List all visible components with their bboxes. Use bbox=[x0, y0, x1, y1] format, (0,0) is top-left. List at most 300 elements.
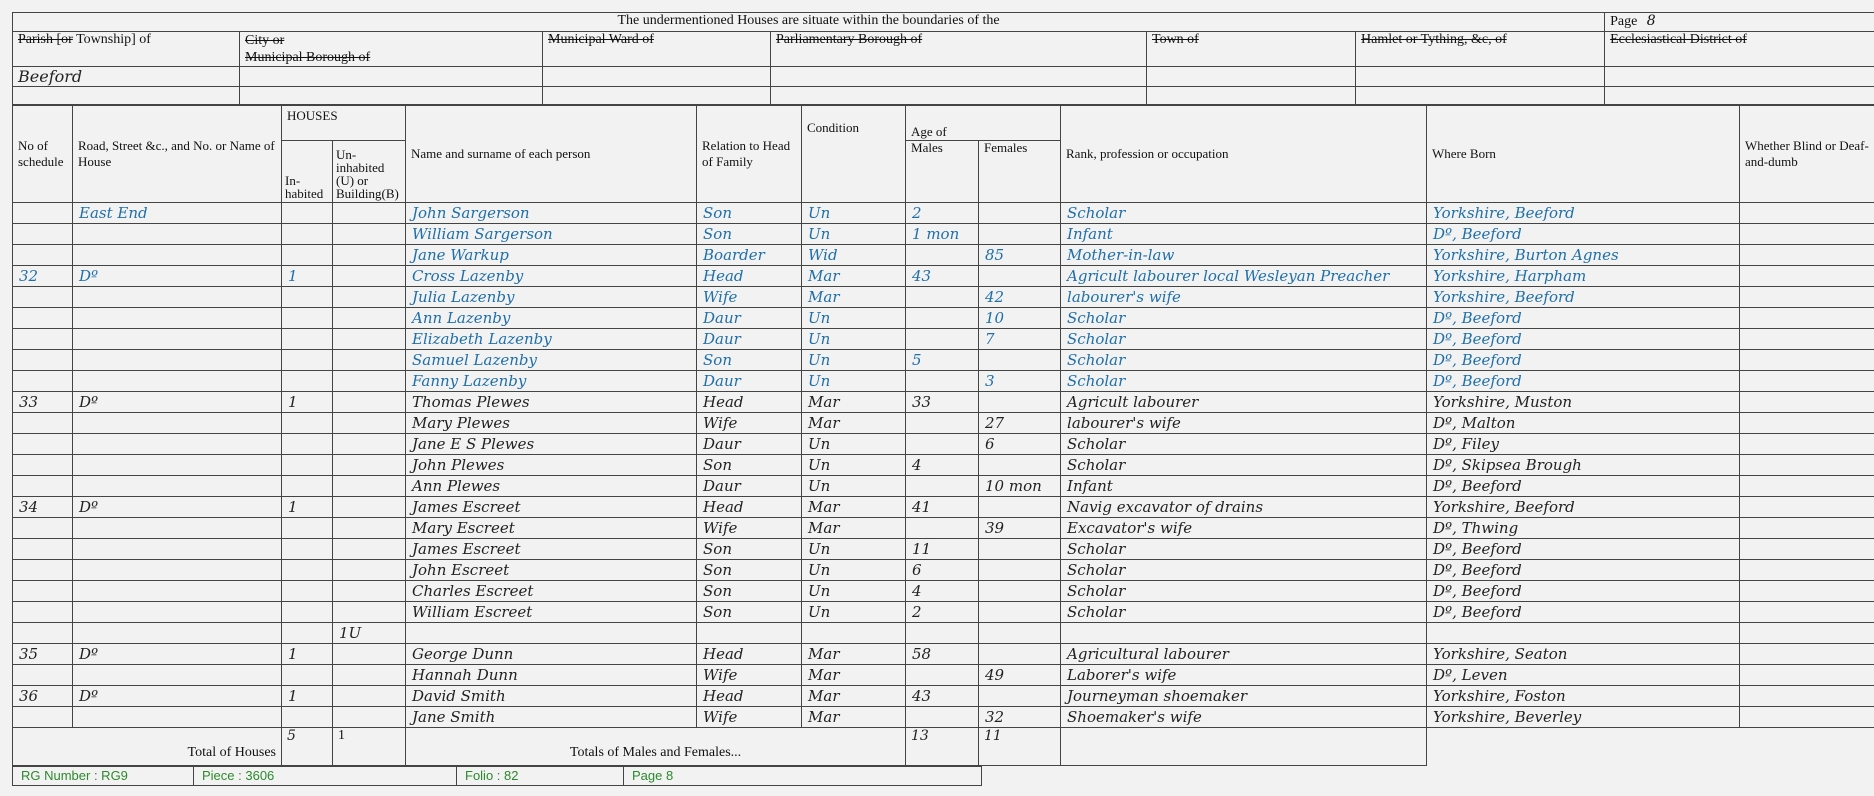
col-females: Females bbox=[979, 141, 1061, 203]
table-row bbox=[13, 245, 1874, 266]
row-condition: Mar bbox=[802, 686, 906, 707]
row-males: 2 bbox=[906, 203, 979, 224]
footer-rg: RG Number : RG9 bbox=[13, 767, 194, 785]
table-row bbox=[13, 686, 1874, 707]
table-row bbox=[13, 497, 1874, 518]
row-males bbox=[906, 329, 979, 350]
row-road bbox=[73, 455, 282, 476]
row-name: George Dunn bbox=[406, 644, 697, 665]
row-occupation: Scholar bbox=[1061, 560, 1427, 581]
row-females: 85 bbox=[979, 245, 1061, 266]
row-relation: Wife bbox=[697, 518, 802, 539]
row-schedule: 36 bbox=[13, 686, 73, 707]
row-road bbox=[73, 581, 282, 602]
row-males bbox=[906, 308, 979, 329]
row-where-born: Yorkshire, Beeford bbox=[1427, 203, 1740, 224]
table-row bbox=[13, 350, 1874, 371]
row-males bbox=[906, 245, 979, 266]
row-inhabited bbox=[282, 581, 333, 602]
row-name: Thomas Plewes bbox=[406, 392, 697, 413]
row-condition: Mar bbox=[802, 644, 906, 665]
row-name: Cross Lazenby bbox=[406, 266, 697, 287]
row-where-born: Dº, Beeford bbox=[1427, 308, 1740, 329]
row-females bbox=[979, 224, 1061, 245]
row-schedule bbox=[13, 602, 73, 623]
parish-field-label: Parish [or Township] of bbox=[13, 32, 240, 67]
row-where-born: Yorkshire, Beverley bbox=[1427, 707, 1740, 728]
row-uninhabited bbox=[333, 518, 406, 539]
row-road: Dº bbox=[73, 266, 282, 287]
city-field-label: City or Municipal Borough of bbox=[240, 32, 543, 67]
row-road bbox=[73, 602, 282, 623]
col-occupation: Rank, profession or occupation bbox=[1061, 106, 1427, 203]
col-males: Males bbox=[906, 141, 979, 203]
row-name: James Escreet bbox=[406, 539, 697, 560]
total-females: 11 bbox=[979, 728, 1061, 766]
row-relation: Daur bbox=[697, 371, 802, 392]
row-occupation: Agricultural labourer bbox=[1061, 644, 1427, 665]
total-males: 13 bbox=[906, 728, 979, 766]
row-blind bbox=[1740, 308, 1874, 329]
table-row bbox=[13, 434, 1874, 455]
row-occupation: Scholar bbox=[1061, 434, 1427, 455]
row-schedule bbox=[13, 203, 73, 224]
col-schedule: No of schedule bbox=[13, 106, 73, 203]
table-row bbox=[13, 602, 1874, 623]
row-name: Jane Warkup bbox=[406, 245, 697, 266]
row-inhabited: 1 bbox=[282, 686, 333, 707]
record-footer bbox=[12, 766, 982, 786]
row-inhabited bbox=[282, 560, 333, 581]
col-road: Road, Street &c., and No. or Name of House bbox=[73, 106, 282, 203]
row-females: 39 bbox=[979, 518, 1061, 539]
row-blind bbox=[1740, 623, 1874, 644]
row-occupation: Scholar bbox=[1061, 539, 1427, 560]
row-relation: Head bbox=[697, 266, 802, 287]
row-blind bbox=[1740, 581, 1874, 602]
row-road bbox=[73, 623, 282, 644]
row-occupation: Scholar bbox=[1061, 308, 1427, 329]
row-relation: Son bbox=[697, 560, 802, 581]
row-blind bbox=[1740, 476, 1874, 497]
row-name: Mary Plewes bbox=[406, 413, 697, 434]
row-uninhabited bbox=[333, 581, 406, 602]
row-schedule bbox=[13, 308, 73, 329]
row-name: Jane E S Plewes bbox=[406, 434, 697, 455]
row-blind bbox=[1740, 455, 1874, 476]
row-males: 1 mon bbox=[906, 224, 979, 245]
row-females bbox=[979, 203, 1061, 224]
row-road bbox=[73, 329, 282, 350]
eccl-district-field-label: Ecclesiastical District of bbox=[1605, 32, 1874, 67]
table-row bbox=[13, 644, 1874, 665]
row-condition: Un bbox=[802, 560, 906, 581]
row-blind bbox=[1740, 392, 1874, 413]
row-occupation: labourer's wife bbox=[1061, 413, 1427, 434]
row-blind bbox=[1740, 287, 1874, 308]
total-uninhabited: 1 bbox=[333, 728, 406, 766]
row-condition: Un bbox=[802, 371, 906, 392]
table-row bbox=[13, 392, 1874, 413]
table-row bbox=[13, 329, 1874, 350]
row-blind bbox=[1740, 413, 1874, 434]
row-uninhabited bbox=[333, 707, 406, 728]
row-females bbox=[979, 560, 1061, 581]
row-relation: Wife bbox=[697, 707, 802, 728]
col-name: Name and surname of each person bbox=[406, 106, 697, 203]
row-males bbox=[906, 665, 979, 686]
row-condition: Un bbox=[802, 581, 906, 602]
row-name: Hannah Dunn bbox=[406, 665, 697, 686]
total-inhabited: 5 bbox=[282, 728, 333, 766]
table-row bbox=[13, 665, 1874, 686]
row-relation: Daur bbox=[697, 329, 802, 350]
row-schedule bbox=[13, 455, 73, 476]
row-condition: Mar bbox=[802, 266, 906, 287]
row-schedule: 34 bbox=[13, 497, 73, 518]
row-inhabited bbox=[282, 602, 333, 623]
row-road: Dº bbox=[73, 392, 282, 413]
row-males: 58 bbox=[906, 644, 979, 665]
row-blind bbox=[1740, 245, 1874, 266]
row-schedule bbox=[13, 518, 73, 539]
row-blind bbox=[1740, 224, 1874, 245]
row-inhabited bbox=[282, 707, 333, 728]
row-relation: Head bbox=[697, 392, 802, 413]
row-name: Fanny Lazenby bbox=[406, 371, 697, 392]
row-condition: Un bbox=[802, 203, 906, 224]
row-road bbox=[73, 287, 282, 308]
row-road bbox=[73, 371, 282, 392]
row-inhabited bbox=[282, 413, 333, 434]
row-relation: Daur bbox=[697, 308, 802, 329]
row-where-born: Dº, Leven bbox=[1427, 665, 1740, 686]
census-page bbox=[12, 12, 1874, 766]
row-uninhabited bbox=[333, 266, 406, 287]
row-inhabited: 1 bbox=[282, 497, 333, 518]
row-uninhabited bbox=[333, 350, 406, 371]
parl-borough-field-label: Parliamentary Borough of bbox=[771, 32, 1147, 67]
row-uninhabited bbox=[333, 224, 406, 245]
boundaries-text: The undermentioned Houses are situate within the boundaries of the bbox=[13, 13, 1605, 32]
row-males bbox=[906, 518, 979, 539]
row-uninhabited bbox=[333, 308, 406, 329]
row-inhabited: 1 bbox=[282, 644, 333, 665]
row-blind bbox=[1740, 203, 1874, 224]
row-occupation: Scholar bbox=[1061, 329, 1427, 350]
row-uninhabited bbox=[333, 413, 406, 434]
row-relation: Son bbox=[697, 203, 802, 224]
row-inhabited bbox=[282, 476, 333, 497]
row-relation: Daur bbox=[697, 476, 802, 497]
col-relation: Relation to Head of Family bbox=[697, 106, 802, 203]
row-males: 2 bbox=[906, 602, 979, 623]
row-inhabited bbox=[282, 287, 333, 308]
row-inhabited bbox=[282, 245, 333, 266]
row-females: 6 bbox=[979, 434, 1061, 455]
row-inhabited bbox=[282, 455, 333, 476]
row-inhabited bbox=[282, 434, 333, 455]
footer-folio: Folio : 82 bbox=[457, 767, 624, 785]
col-age-of: Age of bbox=[906, 106, 1061, 141]
table-row bbox=[13, 371, 1874, 392]
row-name: Julia Lazenby bbox=[406, 287, 697, 308]
row-occupation: Agricult labourer local Wesleyan Preacher bbox=[1061, 266, 1427, 287]
row-where-born: Yorkshire, Beeford bbox=[1427, 287, 1740, 308]
table-row bbox=[13, 224, 1874, 245]
col-condition: Condition bbox=[802, 106, 906, 203]
row-blind bbox=[1740, 350, 1874, 371]
row-males: 5 bbox=[906, 350, 979, 371]
row-females: 49 bbox=[979, 665, 1061, 686]
row-uninhabited bbox=[333, 392, 406, 413]
row-schedule bbox=[13, 707, 73, 728]
row-schedule bbox=[13, 476, 73, 497]
row-where-born: Dº, Malton bbox=[1427, 413, 1740, 434]
row-where-born: Dº, Beeford bbox=[1427, 581, 1740, 602]
row-condition: Mar bbox=[802, 497, 906, 518]
row-condition: Wid bbox=[802, 245, 906, 266]
col-inhabited: In-habited bbox=[282, 141, 333, 203]
row-condition: Un bbox=[802, 224, 906, 245]
row-where-born: Dº, Beeford bbox=[1427, 371, 1740, 392]
row-inhabited bbox=[282, 539, 333, 560]
row-where-born: Dº, Beeford bbox=[1427, 560, 1740, 581]
row-where-born: Dº, Beeford bbox=[1427, 329, 1740, 350]
row-males bbox=[906, 413, 979, 434]
row-schedule bbox=[13, 539, 73, 560]
row-schedule bbox=[13, 287, 73, 308]
row-schedule bbox=[13, 371, 73, 392]
row-road bbox=[73, 665, 282, 686]
row-condition: Mar bbox=[802, 665, 906, 686]
row-relation: Son bbox=[697, 539, 802, 560]
table-row bbox=[13, 455, 1874, 476]
row-inhabited bbox=[282, 203, 333, 224]
row-where-born: Yorkshire, Burton Agnes bbox=[1427, 245, 1740, 266]
town-field-label: Town of bbox=[1147, 32, 1356, 67]
row-name: Mary Escreet bbox=[406, 518, 697, 539]
row-relation: Son bbox=[697, 350, 802, 371]
row-where-born: Dº, Beeford bbox=[1427, 476, 1740, 497]
row-occupation: Scholar bbox=[1061, 455, 1427, 476]
row-uninhabited: 1U bbox=[333, 623, 406, 644]
row-uninhabited bbox=[333, 602, 406, 623]
col-blind: Whether Blind or Deaf-and-dumb bbox=[1740, 106, 1874, 203]
row-relation: Son bbox=[697, 602, 802, 623]
row-road bbox=[73, 245, 282, 266]
row-inhabited: 1 bbox=[282, 392, 333, 413]
row-relation: Head bbox=[697, 644, 802, 665]
row-road bbox=[73, 434, 282, 455]
row-occupation: Mother-in-law bbox=[1061, 245, 1427, 266]
row-uninhabited bbox=[333, 455, 406, 476]
row-inhabited: 1 bbox=[282, 266, 333, 287]
row-schedule bbox=[13, 560, 73, 581]
row-inhabited bbox=[282, 623, 333, 644]
row-where-born bbox=[1427, 623, 1740, 644]
boundaries-header bbox=[12, 12, 1874, 105]
row-inhabited bbox=[282, 665, 333, 686]
row-occupation: Scholar bbox=[1061, 602, 1427, 623]
row-road bbox=[73, 539, 282, 560]
table-row bbox=[13, 203, 1874, 224]
row-schedule bbox=[13, 623, 73, 644]
col-houses: HOUSES bbox=[282, 106, 406, 141]
row-where-born: Yorkshire, Beeford bbox=[1427, 497, 1740, 518]
row-condition: Un bbox=[802, 602, 906, 623]
row-females: 10 mon bbox=[979, 476, 1061, 497]
row-males bbox=[906, 371, 979, 392]
table-row bbox=[13, 539, 1874, 560]
row-name: John Plewes bbox=[406, 455, 697, 476]
page-label: Page bbox=[1610, 14, 1638, 29]
row-occupation: Scholar bbox=[1061, 350, 1427, 371]
row-occupation: Navig excavator of drains bbox=[1061, 497, 1427, 518]
row-road bbox=[73, 413, 282, 434]
row-occupation: Journeyman shoemaker bbox=[1061, 686, 1427, 707]
row-occupation: Excavator's wife bbox=[1061, 518, 1427, 539]
row-blind bbox=[1740, 518, 1874, 539]
row-occupation: Agricult labourer bbox=[1061, 392, 1427, 413]
row-blind bbox=[1740, 497, 1874, 518]
row-uninhabited bbox=[333, 245, 406, 266]
row-females bbox=[979, 392, 1061, 413]
row-schedule bbox=[13, 224, 73, 245]
row-females bbox=[979, 686, 1061, 707]
row-where-born: Yorkshire, Muston bbox=[1427, 392, 1740, 413]
row-name: James Escreet bbox=[406, 497, 697, 518]
row-name: John Escreet bbox=[406, 560, 697, 581]
row-name: Ann Lazenby bbox=[406, 308, 697, 329]
row-females: 7 bbox=[979, 329, 1061, 350]
row-condition: Un bbox=[802, 455, 906, 476]
row-condition: Mar bbox=[802, 392, 906, 413]
row-condition: Mar bbox=[802, 413, 906, 434]
row-road bbox=[73, 350, 282, 371]
census-rows bbox=[13, 203, 1874, 728]
row-where-born: Yorkshire, Harpham bbox=[1427, 266, 1740, 287]
row-relation: Daur bbox=[697, 434, 802, 455]
table-row bbox=[13, 707, 1874, 728]
row-name: Charles Escreet bbox=[406, 581, 697, 602]
row-name: Samuel Lazenby bbox=[406, 350, 697, 371]
row-blind bbox=[1740, 665, 1874, 686]
row-inhabited bbox=[282, 308, 333, 329]
total-houses-label: Total of Houses bbox=[13, 728, 282, 766]
row-where-born: Dº, Skipsea Brough bbox=[1427, 455, 1740, 476]
row-schedule bbox=[13, 413, 73, 434]
row-occupation: labourer's wife bbox=[1061, 287, 1427, 308]
row-uninhabited bbox=[333, 371, 406, 392]
row-uninhabited bbox=[333, 665, 406, 686]
row-condition: Un bbox=[802, 350, 906, 371]
row-males: 43 bbox=[906, 686, 979, 707]
row-males bbox=[906, 287, 979, 308]
row-relation: Boarder bbox=[697, 245, 802, 266]
row-uninhabited bbox=[333, 329, 406, 350]
row-uninhabited bbox=[333, 644, 406, 665]
row-occupation: Infant bbox=[1061, 224, 1427, 245]
row-blind bbox=[1740, 602, 1874, 623]
row-males: 11 bbox=[906, 539, 979, 560]
row-females: 32 bbox=[979, 707, 1061, 728]
row-males bbox=[906, 623, 979, 644]
row-males: 41 bbox=[906, 497, 979, 518]
row-uninhabited bbox=[333, 497, 406, 518]
row-name: William Escreet bbox=[406, 602, 697, 623]
row-where-born: Yorkshire, Foston bbox=[1427, 686, 1740, 707]
footer-page: Page 8 bbox=[632, 768, 674, 783]
row-where-born: Dº, Thwing bbox=[1427, 518, 1740, 539]
row-name: Jane Smith bbox=[406, 707, 697, 728]
row-occupation: Scholar bbox=[1061, 581, 1427, 602]
table-row bbox=[13, 266, 1874, 287]
hamlet-field-label: Hamlet or Tything, &c, of bbox=[1356, 32, 1605, 67]
table-row bbox=[13, 518, 1874, 539]
row-road bbox=[73, 707, 282, 728]
row-condition: Un bbox=[802, 476, 906, 497]
table-row bbox=[13, 413, 1874, 434]
row-road: Dº bbox=[73, 497, 282, 518]
row-males: 43 bbox=[906, 266, 979, 287]
row-road bbox=[73, 308, 282, 329]
table-row bbox=[13, 476, 1874, 497]
parish-value: Beeford bbox=[13, 67, 240, 87]
row-females: 3 bbox=[979, 371, 1061, 392]
row-schedule bbox=[13, 245, 73, 266]
row-road bbox=[73, 518, 282, 539]
row-where-born: Dº, Beeford bbox=[1427, 224, 1740, 245]
row-schedule bbox=[13, 665, 73, 686]
row-blind bbox=[1740, 686, 1874, 707]
footer-piece: Piece : 3606 bbox=[194, 767, 457, 785]
row-females bbox=[979, 644, 1061, 665]
row-road: Dº bbox=[73, 644, 282, 665]
row-road bbox=[73, 476, 282, 497]
row-occupation: Shoemaker's wife bbox=[1061, 707, 1427, 728]
row-schedule: 35 bbox=[13, 644, 73, 665]
row-name bbox=[406, 623, 697, 644]
row-schedule bbox=[13, 581, 73, 602]
totals-persons-label: Totals of Males and Females... bbox=[406, 728, 906, 766]
row-males bbox=[906, 476, 979, 497]
row-occupation: Infant bbox=[1061, 476, 1427, 497]
row-schedule: 33 bbox=[13, 392, 73, 413]
row-occupation: Scholar bbox=[1061, 203, 1427, 224]
row-relation: Head bbox=[697, 686, 802, 707]
row-females bbox=[979, 539, 1061, 560]
row-condition: Un bbox=[802, 434, 906, 455]
row-blind bbox=[1740, 644, 1874, 665]
row-females: 42 bbox=[979, 287, 1061, 308]
table-row bbox=[13, 287, 1874, 308]
row-blind bbox=[1740, 266, 1874, 287]
row-males bbox=[906, 434, 979, 455]
row-females bbox=[979, 497, 1061, 518]
row-relation: Wife bbox=[697, 665, 802, 686]
row-males: 4 bbox=[906, 455, 979, 476]
row-uninhabited bbox=[333, 203, 406, 224]
row-name: Elizabeth Lazenby bbox=[406, 329, 697, 350]
row-uninhabited bbox=[333, 434, 406, 455]
row-occupation bbox=[1061, 623, 1427, 644]
row-where-born: Dº, Beeford bbox=[1427, 539, 1740, 560]
row-schedule bbox=[13, 329, 73, 350]
ward-field-label: Municipal Ward of bbox=[543, 32, 771, 67]
row-females: 10 bbox=[979, 308, 1061, 329]
row-inhabited bbox=[282, 350, 333, 371]
